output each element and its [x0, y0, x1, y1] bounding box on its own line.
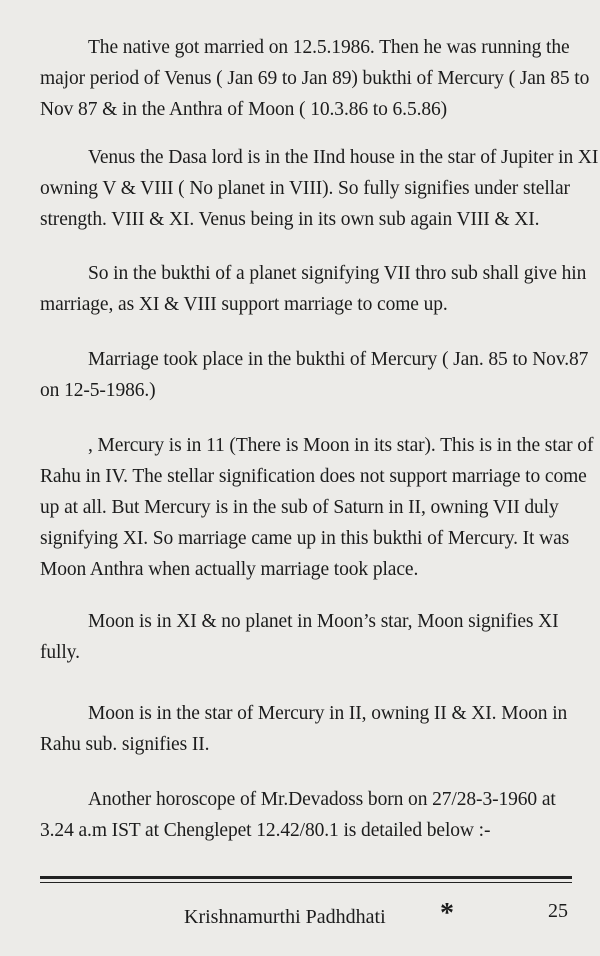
text-line: Venus the Dasa lord is in the IInd house in the star of Jupiter in XI: [88, 147, 599, 168]
text-line: fully.: [40, 642, 80, 663]
text-line: strength. VIII & XI. Venus being in its own sub again VIII & XI.: [40, 209, 540, 230]
text-line: Another horoscope of Mr.Devadoss born on 27/28-3-1960 at: [88, 789, 556, 810]
paragraph-marriage-date: [40, 32, 590, 125]
text-line: on 12-5-1986.): [40, 380, 156, 401]
text-line: 3.24 a.m IST at Chenglepet 12.42/80.1 is detailed below :-: [40, 820, 491, 841]
text-line: Rahu sub. signifies II.: [40, 734, 210, 755]
footer-book-title: Krishnamurthi Padhdhati: [184, 906, 386, 928]
paragraph-moon-in-xi: [40, 606, 570, 668]
paragraph-marriage-took-place: [40, 344, 589, 406]
text-line: marriage, as XI & VIII support marriage to come up.: [40, 294, 448, 315]
paragraph-moon-in-star-of-mercury: [40, 698, 570, 760]
text-line: So in the bukthi of a planet signifying VII thro sub shall give hin: [88, 263, 587, 284]
text-line: Nov 87 & in the Anthra of Moon ( 10.3.86 to 6.5.86): [40, 99, 448, 120]
text-line: The native got married on 12.5.1986. Then he was running the: [88, 37, 570, 58]
footer-rule-thick: [40, 876, 572, 879]
text-line: major period of Venus ( Jan 69 to Jan 89) bukthi of Mercury ( Jan 85 to: [40, 68, 590, 89]
paragraph-venus-dasa-lord: [40, 142, 599, 235]
text-line: Marriage took place in the bukthi of Mercury ( Jan. 85 to Nov.87: [88, 349, 589, 370]
text-line: signifying XI. So marriage came up in this bukthi of Mercury. It was: [40, 528, 570, 549]
text-line: Moon Anthra when actually marriage took place.: [40, 559, 419, 580]
text-line: owning V & VIII ( No planet in VIII). So fully signifies under stellar: [40, 178, 570, 199]
paragraph-mercury-analysis: [40, 430, 594, 585]
text-line: Moon is in XI & no planet in Moon’s star, Moon signifies XI: [88, 611, 559, 632]
text-line: Moon is in the star of Mercury in II, owning II & XI. Moon in: [88, 703, 568, 724]
footer-rule-thin: [40, 882, 572, 883]
paragraph-another-horoscope: [40, 784, 570, 846]
page-number: 25: [548, 900, 568, 922]
text-line: Rahu in IV. The stellar signification does not support marriage to come: [40, 466, 587, 487]
text-line: up at all. But Mercury is in the sub of Saturn in II, owning VII duly: [40, 497, 559, 518]
paragraph-bukthi-marriage: [40, 258, 587, 320]
text-line: , Mercury is in 11 (There is Moon in its star). This is in the star of: [88, 435, 594, 456]
footer-star-glyph: *: [440, 898, 454, 929]
